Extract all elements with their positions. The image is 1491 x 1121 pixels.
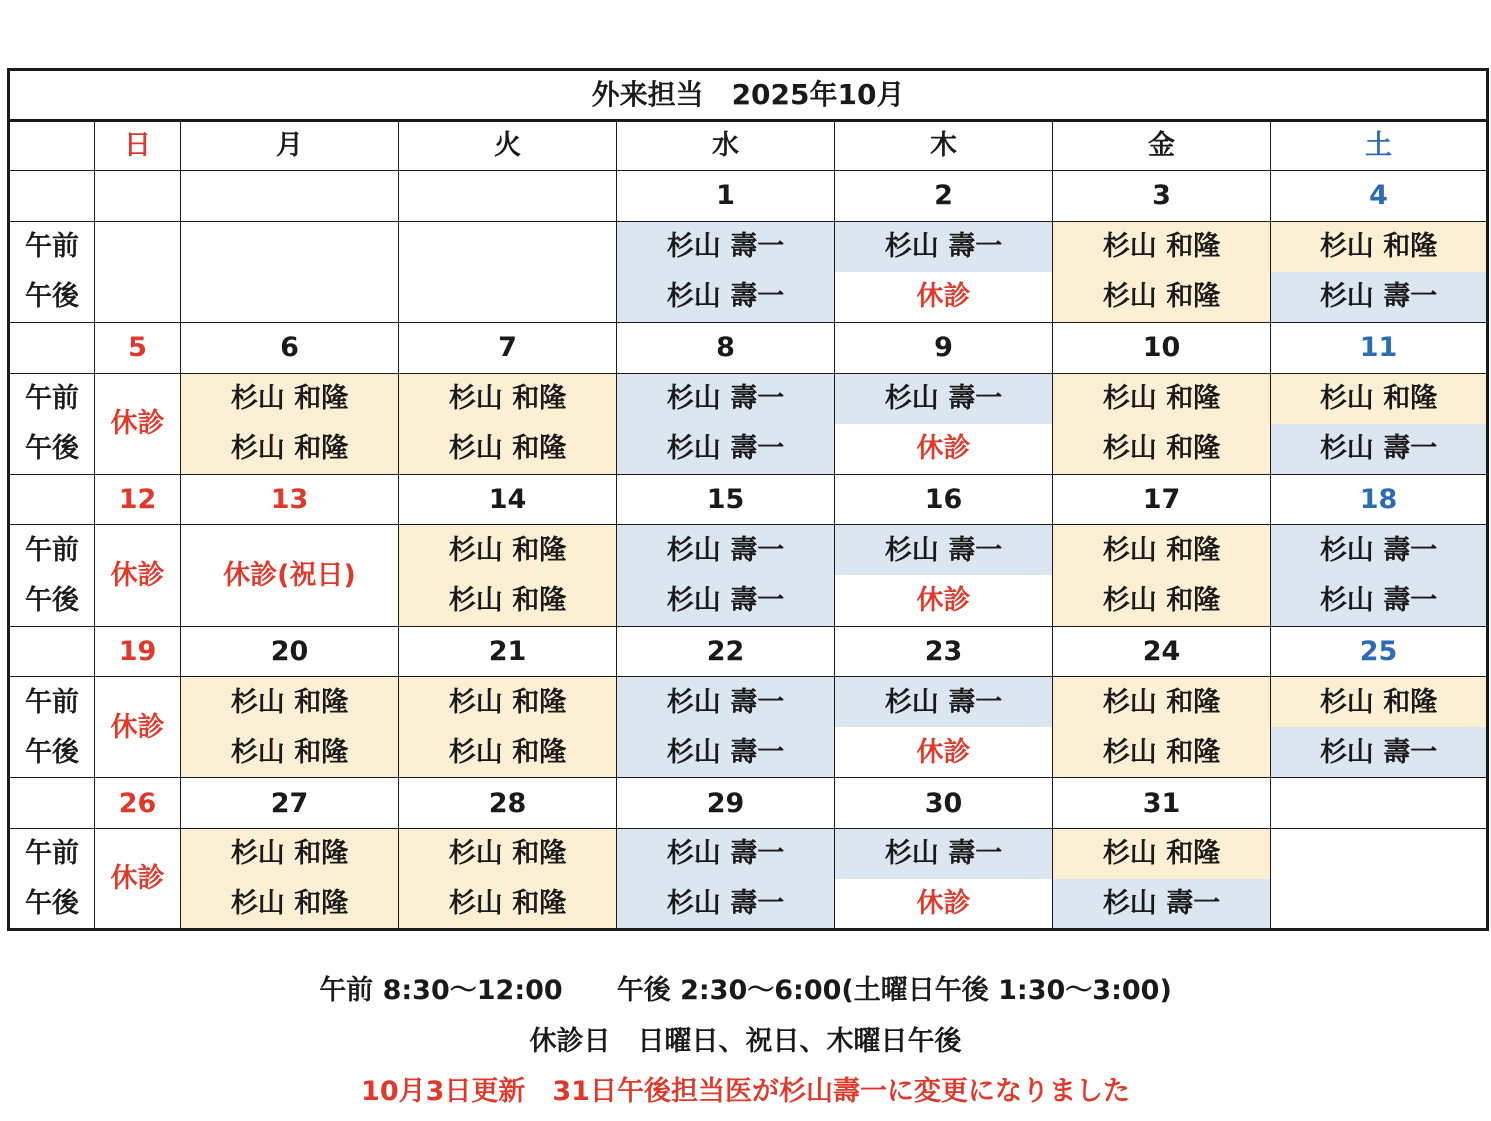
- am-doctor: 杉山 和隆: [181, 373, 399, 424]
- am-doctor: 杉山 和隆: [1271, 677, 1488, 728]
- weekday-header: 水: [617, 120, 835, 171]
- schedule-cell: [1271, 828, 1488, 929]
- date-cell: 4: [1271, 171, 1488, 222]
- am-doctor: 杉山 和隆: [1053, 373, 1271, 424]
- am-doctor: 杉山 和隆: [181, 677, 399, 728]
- pm-doctor: 休診: [835, 879, 1053, 930]
- schedule-cell: 休診: [95, 828, 181, 929]
- am-doctor: 杉山 和隆: [399, 677, 617, 728]
- pm-doctor: 杉山 和隆: [1053, 727, 1271, 778]
- pm-doctor: 杉山 壽一: [617, 272, 835, 323]
- date-row-label: [9, 322, 95, 373]
- pm-doctor: 杉山 壽一: [617, 727, 835, 778]
- date-cell: 22: [617, 626, 835, 677]
- date-cell: 9: [835, 322, 1053, 373]
- date-cell: [95, 171, 181, 222]
- pm-label: 午後: [9, 424, 95, 475]
- date-cell: 21: [399, 626, 617, 677]
- am-doctor: 杉山 壽一: [835, 525, 1053, 576]
- am-row: [9, 828, 1488, 879]
- date-cell: 1: [617, 171, 835, 222]
- clinic-hours: 午前 8:30〜12:00 午後 2:30〜6:00(土曜日午後 1:30〜3:00): [319, 975, 1172, 1006]
- pm-doctor: 杉山 壽一: [1271, 424, 1488, 475]
- date-row-label: [9, 778, 95, 829]
- schedule-cell: 休診(祝日): [181, 525, 399, 626]
- date-cell: 14: [399, 474, 617, 525]
- schedule-cell: [95, 221, 181, 322]
- date-cell: 26: [95, 778, 181, 829]
- date-cell: 10: [1053, 322, 1271, 373]
- update-notice: 10月3日更新 31日午後担当医が杉山壽一に変更になりました: [361, 1076, 1130, 1107]
- schedule-cell: 休診: [95, 373, 181, 474]
- am-doctor: 杉山 和隆: [399, 828, 617, 879]
- weekday-header: 金: [1053, 120, 1271, 171]
- am-label: 午前: [9, 525, 95, 576]
- date-cell: 24: [1053, 626, 1271, 677]
- am-doctor: 杉山 和隆: [399, 525, 617, 576]
- am-row: [9, 373, 1488, 424]
- date-cell: 28: [399, 778, 617, 829]
- pm-label: 午後: [9, 575, 95, 626]
- date-cell: 11: [1271, 322, 1488, 373]
- date-cell: 2: [835, 171, 1053, 222]
- am-doctor: 杉山 和隆: [1053, 525, 1271, 576]
- date-cell: 20: [181, 626, 399, 677]
- schedule-cell: 休診: [95, 677, 181, 778]
- pm-doctor: 杉山 壽一: [1271, 727, 1488, 778]
- am-doctor: 杉山 和隆: [399, 373, 617, 424]
- date-cell: [1271, 778, 1488, 829]
- pm-label: 午後: [9, 727, 95, 778]
- pm-doctor: 杉山 和隆: [181, 727, 399, 778]
- am-doctor: 杉山 壽一: [617, 828, 835, 879]
- pm-doctor: 杉山 和隆: [399, 424, 617, 475]
- pm-row: [9, 424, 1488, 475]
- am-label: 午前: [9, 677, 95, 728]
- date-cell: 6: [181, 322, 399, 373]
- am-doctor: 杉山 和隆: [1271, 221, 1488, 272]
- pm-doctor: 杉山 和隆: [1053, 575, 1271, 626]
- weekday-header: 火: [399, 120, 617, 171]
- pm-row: [9, 727, 1488, 778]
- schedule-cell: [181, 221, 399, 322]
- pm-doctor: 杉山 和隆: [399, 879, 617, 930]
- date-cell: 13: [181, 474, 399, 525]
- date-row: [9, 778, 1488, 829]
- am-doctor: 杉山 壽一: [617, 525, 835, 576]
- date-row-label: [9, 171, 95, 222]
- am-doctor: 杉山 和隆: [181, 828, 399, 879]
- pm-doctor: 杉山 和隆: [399, 727, 617, 778]
- closed-days: 休診日 日曜日、祝日、木曜日午後: [529, 1026, 962, 1057]
- date-row: [9, 322, 1488, 373]
- pm-doctor: 杉山 壽一: [1271, 272, 1488, 323]
- am-doctor: 杉山 壽一: [617, 373, 835, 424]
- date-cell: 25: [1271, 626, 1488, 677]
- am-label: 午前: [9, 221, 95, 272]
- pm-doctor: 休診: [835, 272, 1053, 323]
- am-doctor: 杉山 壽一: [835, 677, 1053, 728]
- pm-doctor: 杉山 壽一: [617, 575, 835, 626]
- pm-doctor: 杉山 壽一: [1271, 575, 1488, 626]
- am-doctor: 杉山 和隆: [1053, 677, 1271, 728]
- date-row-label: [9, 474, 95, 525]
- am-row: [9, 677, 1488, 728]
- am-doctor: 杉山 和隆: [1271, 373, 1488, 424]
- pm-label: 午後: [9, 272, 95, 323]
- pm-doctor: 杉山 壽一: [617, 879, 835, 930]
- date-cell: 7: [399, 322, 617, 373]
- date-cell: 17: [1053, 474, 1271, 525]
- am-label: 午前: [9, 828, 95, 879]
- date-cell: 18: [1271, 474, 1488, 525]
- date-cell: 5: [95, 322, 181, 373]
- date-cell: [399, 171, 617, 222]
- corner-cell: [9, 120, 95, 171]
- date-cell: 31: [1053, 778, 1271, 829]
- pm-doctor: 杉山 和隆: [1053, 424, 1271, 475]
- am-doctor: 杉山 壽一: [835, 373, 1053, 424]
- date-cell: 29: [617, 778, 835, 829]
- date-row: [9, 626, 1488, 677]
- date-cell: [181, 171, 399, 222]
- weekday-header: 土: [1271, 120, 1488, 171]
- am-row: [9, 221, 1488, 272]
- am-doctor: 杉山 和隆: [1053, 221, 1271, 272]
- date-cell: 16: [835, 474, 1053, 525]
- weekday-header: 月: [181, 120, 399, 171]
- am-label: 午前: [9, 373, 95, 424]
- date-row: [9, 474, 1488, 525]
- schedule-cell: [399, 221, 617, 322]
- am-row: [9, 525, 1488, 576]
- page-title: 外来担当 2025年10月: [9, 70, 1488, 121]
- pm-doctor: 杉山 壽一: [1053, 879, 1271, 930]
- pm-doctor: 杉山 壽一: [617, 424, 835, 475]
- date-cell: 30: [835, 778, 1053, 829]
- pm-label: 午後: [9, 879, 95, 930]
- pm-doctor: 休診: [835, 424, 1053, 475]
- am-doctor: 杉山 和隆: [1053, 828, 1271, 879]
- schedule-cell: 休診: [95, 525, 181, 626]
- date-row-label: [9, 626, 95, 677]
- date-cell: 12: [95, 474, 181, 525]
- schedule-table: [7, 68, 1489, 931]
- date-row: [9, 171, 1488, 222]
- am-doctor: 杉山 壽一: [1271, 525, 1488, 576]
- weekday-header: 木: [835, 120, 1053, 171]
- am-doctor: 杉山 壽一: [835, 221, 1053, 272]
- date-cell: 27: [181, 778, 399, 829]
- weekday-header: 日: [95, 120, 181, 171]
- date-cell: 23: [835, 626, 1053, 677]
- am-doctor: 杉山 壽一: [835, 828, 1053, 879]
- pm-doctor: 杉山 和隆: [181, 424, 399, 475]
- am-doctor: 杉山 壽一: [617, 221, 835, 272]
- am-doctor: 杉山 壽一: [617, 677, 835, 728]
- date-cell: 3: [1053, 171, 1271, 222]
- pm-doctor: 杉山 和隆: [399, 575, 617, 626]
- pm-doctor: 休診: [835, 575, 1053, 626]
- pm-doctor: 杉山 和隆: [181, 879, 399, 930]
- date-cell: 15: [617, 474, 835, 525]
- pm-doctor: 杉山 和隆: [1053, 272, 1271, 323]
- pm-doctor: 休診: [835, 727, 1053, 778]
- date-cell: 8: [617, 322, 835, 373]
- date-cell: 19: [95, 626, 181, 677]
- pm-row: [9, 879, 1488, 930]
- weekday-header-row: [9, 120, 1488, 171]
